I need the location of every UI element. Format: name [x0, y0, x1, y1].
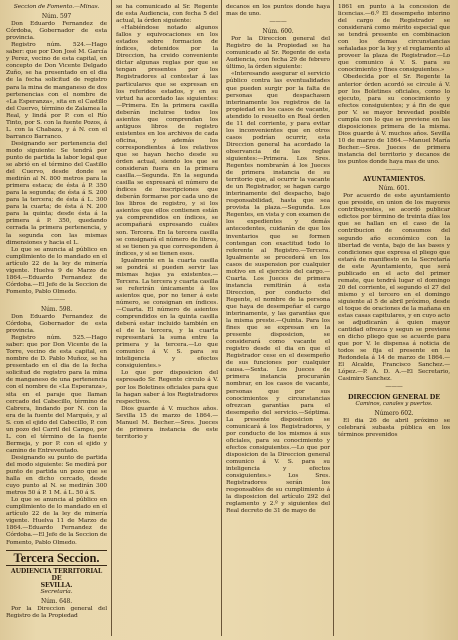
paragraph: Lo que se anuncia al público en cumplimiento de lo mandado en el artículo 22 de la ley de minería vigente. Huelva 11 de Marzo de 1864.—Eduardo Fernandez de Córdoba.—El Jefe de la Seccion de Fomento, Pablo Olmedo.: [6, 497, 107, 546]
notice-number: Número 602.: [374, 409, 414, 417]
ayuntamientos-heading: AYUNTAMIENTOS.: [362, 176, 426, 184]
notice-number: Núm. 598.: [40, 305, 73, 313]
column-rule: [221, 0, 222, 636]
column-rule: [333, 0, 334, 636]
separator: ———: [269, 19, 287, 26]
paragraph: El dia 26 de abril próximo se celebrará subasta pública en los términos prevenidos: [338, 417, 450, 438]
audiencia-heading: AUDIENCIA TERRITORIAL DE: [10, 567, 103, 582]
column-1: [6, 4, 107, 634]
paragraph: se ha comunicado al Sr. Regente de esta Audiencia, con fecha 5 del actual, la órden siguiente:: [116, 4, 218, 25]
notice-number: Núm. 601.: [378, 185, 410, 193]
paragraph: Registro núm. 525.—Hago saber: que por Don Vicente de la Torre, vecino de esta capital, en nombre de D. Pablo Muñoz, se ha presentado en el dia de la fecha solicitud de registro para la mina de manganeso de una pertenencia con el nombre de «La Esperanza», sita en el paraje que llaman cercado del Cabecillo, término de Cabrera, lindando por N. con la era de la fuente del Marqués, y al S. con el ejido del Cabecillo, P. con un pozo del Carril del Campo, por L. con el término de la fuente Bermeja, y por P. con el ejido y camino de Entreventado.: [6, 335, 107, 454]
paragraph: Por la Direccion general del Registro de la Propiedad se ha comunicado al Sr. Regente de esta Audiencia, con fecha 29 de febrero último, la órden siguiente:: [226, 36, 330, 71]
paragraph: decanos en los puntos donde haya mas de uno.: [226, 4, 330, 18]
paragraph: «Habiéndose notado algunos fallos y equivocaciones en los estados sobre formacion de índices, detenidos por la Direccion, ha creido conveniente dictar algunas reglas por que se tengan presentes por los Registradores al contestar á las particulares que se expresan en los referidos estados, y en su virtud ha acordado las siguientes:—Primera. En la primera casilla deberán incluirse todos los asientos que comprendan los antiguos libros de registro existentes en los archivos de cada oficina, y además los correspondientes á los relativos que se hayan hecho desde su órden actual, siendo los que se consideran fuera en la primera casilla.—Segunda. En la segunda casilla se expresará el número de índices de inscripciones que deberán formarse por cada uno de los libros de registro, y si los asientos que ellos contienen están ya comprendidos en índices, se acompañará expresando cuáles son. Tercera. En la tercera casilla se consignará el número de libros, si se tienen ya que corresponden á índices, y si se tienen esos.: [116, 25, 218, 257]
separator: ———: [385, 167, 403, 174]
paragraph: Por la Direccion general del Registro de la Propiedad: [6, 605, 107, 619]
paragraph: Obedecida por el Sr. Regente la anterior órden acordó se circule á V. por los Boletines oficiales, como lo ejecuto, para su conocimiento y efectos consiguientes; y á fin de que por V. se mayor brevedad posible cumpla con lo que se previene en las disposiciones primera de la misma. Dios guarde á V. muchos años. Sevilla 10 de marzo de 1864.—Manuel María Becher.—Sres. Jueces de primera instancia del territorio y decanos de los puntos donde haya mas de uno.: [338, 74, 450, 166]
direccion-general-heading: DIRECCION GENERAL DE: [348, 392, 440, 401]
column-rule: [111, 0, 112, 636]
column-3: [226, 4, 330, 634]
section-heading-tercera: Tercera Seccion.: [6, 550, 107, 566]
paragraph: Designando su punto de partida del modo siguiente: Se medirá por punto de partida un pozo que se halla en dicho cercado, desde cuyo punto al N. se medirán 300 metros 50 á P. 1 M. á L. 50 á S.: [6, 454, 107, 497]
notice-number: Núm. 600.: [262, 28, 294, 36]
paragraph: Dios guarde á V. muchos años. Sevilla 15 de marzo de 1864.—Manuel M. Becher.—Sres. Jueces de primera instancia de este territorio y: [116, 405, 218, 440]
audiencia-city: SEVILLA.: [40, 581, 73, 589]
paragraph: Por acuerdo de este ayuntamiento que preside, en union de los mayores contribuyentes, se acordó publicar edictos por término de treinta días los que se hallan en el caso de la contribucion de consumos del segundo año económico con la libertad de venta, bajo de las bases y condiciones que expresa el pliego que estará de manifiesto en la Secretaría de este Ayuntamiento, que será publicado en el acto del primer remate, que tendrá lugar el domingo 20 del corriente, el segundo el 27 del mismo y el tercero en el domingo siguiente al 5 de abril próximo, desde el toque de oraciones de la mañana en estas casas capitulares, y en cuyo acto se adjudicarán á quien mayor cantidad ofrezca y segun se previene en dicho pliego que se acuerde para que por V. le dispensa á noticia de todos se fija el presente en la Redondela á 14 de marzo de 1864.—El Alcalde, Francisco Sanchez.—López.—P. A. D. A.—El Secretario, Casimiro Sanchez.: [338, 193, 450, 383]
paragraph: Lo que se anuncia al público en cumplimiento de lo mandado en el artículo 22 de la ley de minería vigente. Huelva 9 de Marzo de 1864.—Eduardo Fernandez de Córdoba.—El Jefe de la Seccion de Fomento, Pablo Olmedo.: [6, 246, 107, 295]
paragraph: Lo que por disposicion del espresado Sr. Regente circulo á V. por los Boletines oficiales para que la hagan saber á los Registradores respectivos.: [116, 370, 218, 405]
separator: ———: [385, 384, 403, 391]
paragraph: 1861 en punto á la concesion de licencias.—6.º El desempeño interino del cargo de Registrador se considerará como mérito especial que se tendrá presente en combinacion con los demas circunstancias señaladas por la ley y el reglamento al proveer la plaza de Registrador.—Lo que comunico á V. S. para su conocimiento y fines consiguientes.»: [338, 4, 450, 74]
section-title-fomento: Seccion de Fomento.—Minas.: [13, 4, 100, 10]
notice-number: Núm. 597: [41, 13, 72, 21]
column-4: [338, 4, 450, 634]
column-2: [116, 4, 218, 634]
paragraph: «Interesando asegurar el servicio público contra las eventualidades que pueden surgir por la falta de personas que despachasen interinamente los registros de la propiedad en los casos de vacante, atendido lo resuelto en Real órden de 11 del corriente, y para evitar los inconvenientes que en otros casos podrían ocurrir, esta Direccion general ha acordado la observancia de las reglas siguientes:—Primera. Los Sres. Regentes nombrarán á los Jueces de primera instancia de su territorio que, al ocurrir la vacante de un Registrador, se hagan cargo interinamente del despacho, bajo responsabilidad, hasta que sea provista la plaza.—Segunda. Los Regentes, en vista y con examen de los expedientes y demás antecedentes, cuidarán de que los inventarios que se formen contengan con exactitud todo lo referente al Registro.—Tercera. Igualmente se procederá en los casos de suspension por cualquier motivo en el ejercicio del cargo.—Cuarta. Los Jueces de primera instancia remitirán á esta Direccion, por conducto del Regente, el nombre de la persona que haya de desempeñar el cargo interinamente, y las garantías que la misma preste.—Quinta. Para los fines que se expresan en la presente disposicion, se considerará como vacante el registro desde el dia en que el Registrador cese en el desempeño de sus funciones por cualquier causa.—Sexta. Los Jueces de primera instancia procurarán nombrar, en los casos de vacante, personas que por sus conocimientos y circunstancias ofrezcan garantías para el desempeño del servicio.—Séptima. La presente disposicion se comunicará á los Registradores, y por conducto de los mismos á sus oficiales, para su conocimiento y efectos consiguientes.—Lo que por disposicion de la Direccion general comunico á V. S. para su inteligencia y efectos consiguientes.» Los Sres. Registradores serán los responsables de su cumplimiento á la disposicion del artículo 292 del reglamento y 2.º y siguientes del Real decreto de 31 de mayo de: [226, 71, 330, 515]
secretaria-label: Secretaría.: [40, 588, 73, 595]
separator: ———: [47, 296, 66, 303]
paragraph: Don Eduardo Fernandez de Córdoba, Gobernador de esta provincia.: [6, 314, 107, 335]
notice-number: Núm. 648.: [40, 597, 73, 605]
paragraph: Igualmente en la cuarta casilla se pondrá si pueden servir las mismas hojas ya existentes.—Tercera. La tercera y cuarta casilla se referirán únicamente á los asientos que, por no tener á este número, se consignan en índices.—Cuarta. El número de asientos comprendidos en la quinta casilla deberá estar incluido también en el de la tercera, y la cuarta representará la suma entre la primera y la tercera.—Lo que comunico á V. S. para su inteligencia y efectos consiguientes.»: [116, 257, 218, 370]
paragraph: Designando ser pertenencia del modo siguiente: Se tendrá por punto de partida la labor legal que se abrió en el término del Castillo del Cuervo, desde donde se medirán al N. 800 metros para la primera estaca; de ésta á P. 350 para la segunda; de ésta á S. 200 para la tercera; de ésta á L. 300 para la cuarta; de ésta á N. 200 para la quinta; desde ésta á la primera á P. 350, quedando cerrada la primera pertenencia, y la segunda con las mismas dimensiones y hacia el L.: [6, 140, 107, 246]
direccion-general-subheading: Caminos, canales y puertos.: [355, 400, 433, 407]
paragraph: Don Eduardo Fernandez de Córdoba, Gobernador de esta provincia.: [6, 21, 107, 42]
paragraph: Registro núm. 524.—Hago saber: que por Don José M. García y Perez, vecino de esta capital, en concepto de Don Vicente Delgado Zuño, se ha presentado en el dia de la fecha solicitud de registro para la mina de manganeso de dos pertenencias con el nombre de «La Esperanza», sita en el Castillo del Cuervo, término de Zalamea la Real, y lindá por P. con el Río Tinto, por S. con la fuente Pozos, á L. con la Chabaza, y á N. con el barranco Barranco.: [6, 42, 107, 140]
